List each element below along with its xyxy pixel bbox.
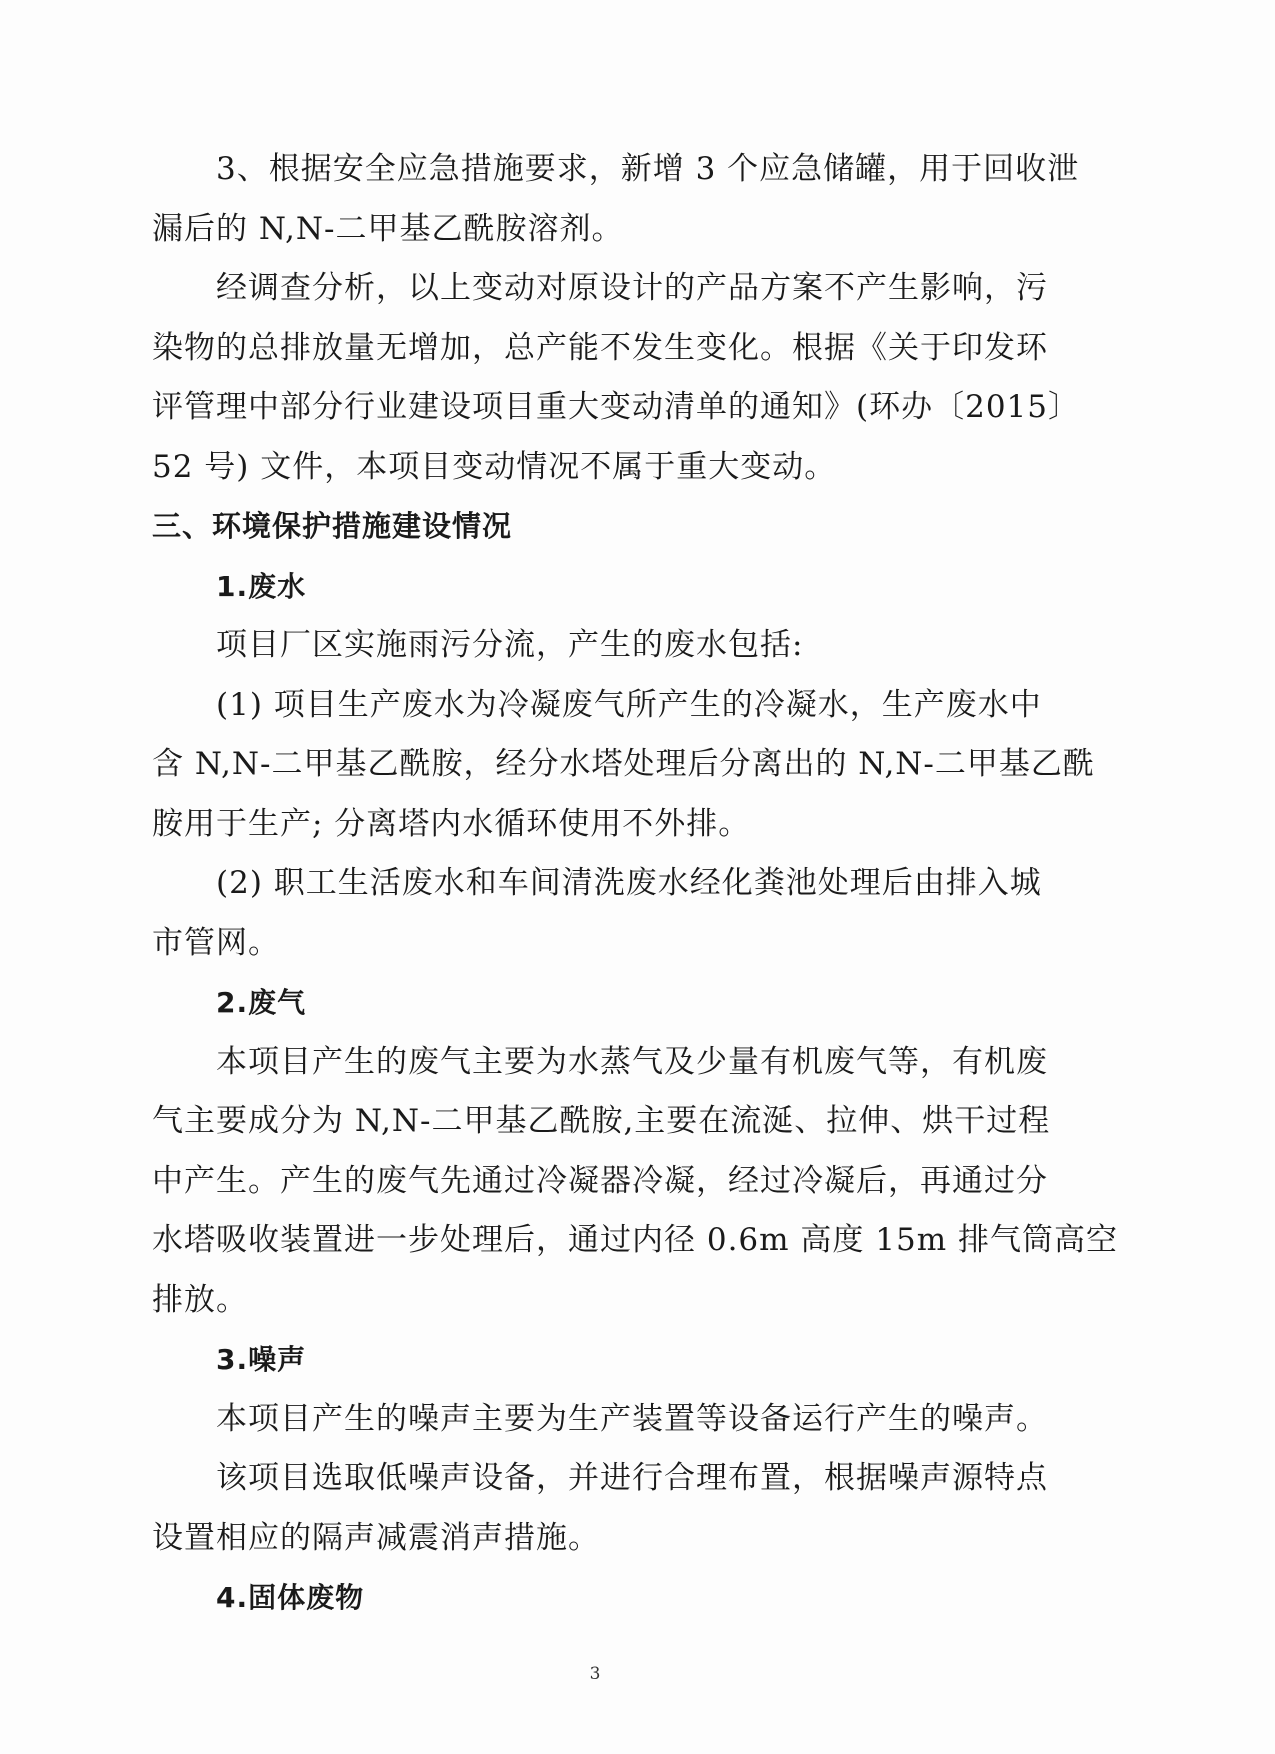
subsection-heading: 2.废气	[216, 986, 307, 1019]
text-line: 染物的总排放量无增加，总产能不发生变化。根据《关于印发环	[152, 329, 1048, 366]
text-line: 项目厂区实施雨污分流，产生的废水包括:	[216, 627, 804, 663]
text-line: (1) 项目生产废水为冷凝废气所产生的冷凝水，生产废水中	[216, 686, 1042, 723]
text-line: 含 N,N-二甲基乙酰胺，经分水塔处理后分离出的 N,N-二甲基乙酰	[152, 746, 1095, 782]
text-line: 52 号) 文件，本项目变动情况不属于重大变动。	[152, 448, 837, 485]
text-line: 漏后的 N,N-二甲基乙酰胺溶剂。	[152, 210, 624, 247]
text-line: 气主要成分为 N,N-二甲基乙酰胺,主要在流涎、拉伸、烘干过程	[152, 1103, 1051, 1139]
section-heading: 三、环境保护措施建设情况	[152, 509, 513, 543]
text-line: 经调查分析，以上变动对原设计的产品方案不产生影响，污	[216, 270, 1048, 306]
text-line: 中产生。产生的废气先通过冷凝器冷凝，经过冷凝后，再通过分	[152, 1162, 1048, 1199]
text-line: 排放。	[152, 1281, 248, 1318]
text-line: 评管理中部分行业建设项目重大变动清单的通知》(环办〔2015〕	[152, 389, 1080, 425]
text-line: 设置相应的隔声减震消声措施。	[152, 1519, 600, 1556]
text-line: 3、根据安全应急措施要求，新增 3 个应急储罐，用于回收泄	[216, 151, 1080, 187]
subsection-heading: 4.固体废物	[216, 1581, 365, 1614]
text-line: 胺用于生产; 分离塔内水循环使用不外排。	[152, 805, 751, 842]
text-line: 本项目产生的噪声主要为生产装置等设备运行产生的噪声。	[216, 1400, 1048, 1437]
text-line: 市管网。	[152, 924, 280, 961]
document-body	[152, 140, 1118, 1628]
text-line: 本项目产生的废气主要为水蒸气及少量有机废气等，有机废	[216, 1043, 1048, 1080]
text-line: 水塔吸收装置进一步处理后，通过内径 0.6m 高度 15m 排气筒高空	[152, 1222, 1118, 1258]
subsection-heading: 1.废水	[216, 569, 307, 603]
page-number: 3	[589, 1664, 601, 1684]
subsection-heading: 3.噪声	[216, 1343, 307, 1376]
text-line: 该项目选取低噪声设备，并进行合理布置，根据噪声源特点	[216, 1460, 1048, 1496]
text-line: (2) 职工生活废水和车间清洗废水经化粪池处理后由排入城	[216, 865, 1042, 901]
